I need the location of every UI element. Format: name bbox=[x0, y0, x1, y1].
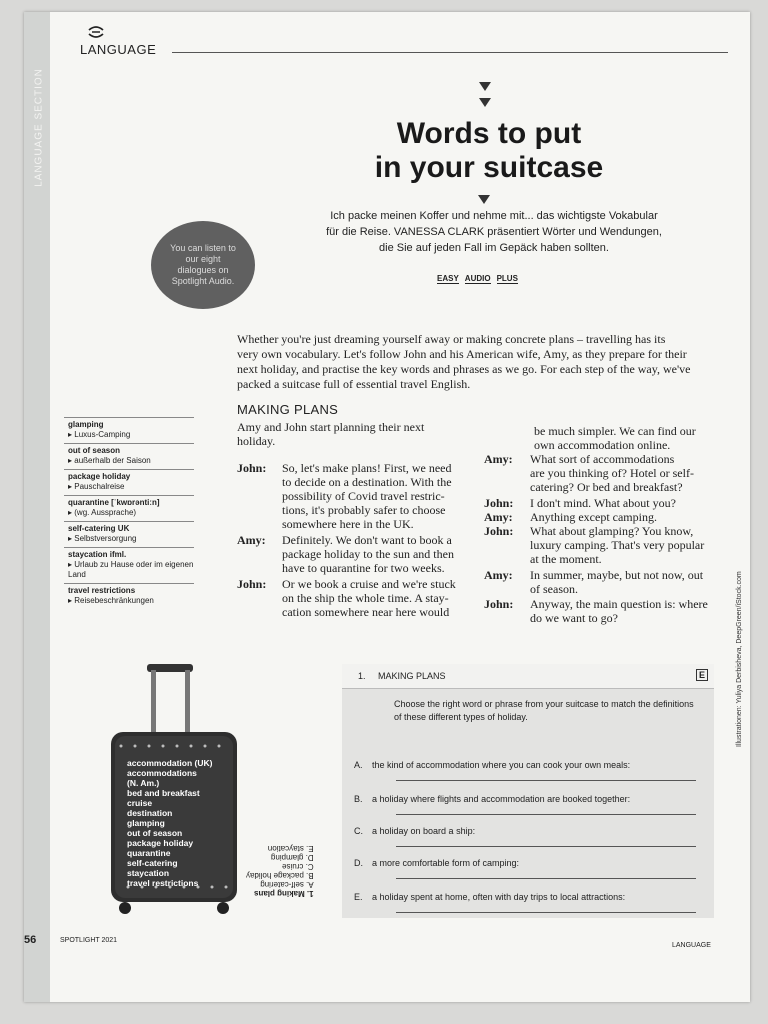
exercise-question: E. a holiday spent at home, often with day trips to local attractions: bbox=[354, 892, 714, 902]
speaker-john: John: bbox=[484, 597, 514, 611]
speaker-john: John: bbox=[237, 461, 267, 475]
speaker-amy: Amy: bbox=[237, 533, 266, 547]
glossary-item: staycation ifml. ▸ Urlaub zu Hause oder im eigenen Land bbox=[64, 547, 194, 583]
exercise-instruction: Choose the right word or phrase from your suitcase to match the definitions of these different types of holiday. bbox=[394, 699, 694, 722]
exercise-question: D. a more comfortable form of camping: bbox=[354, 858, 714, 868]
triangle-marker-icon bbox=[479, 98, 491, 107]
english-intro: Whether you're just dreaming yourself away or making concrete plans – travelling has its very own vocabulary. Let's follow John and his American wife, Amy, as they prepare for their next holiday, and practise the key words and phrases as we go. For each step of the way, we've packed a suitcase full of essential travel English. bbox=[237, 332, 691, 391]
suitcase-word: glamping bbox=[127, 818, 165, 828]
suitcase-word: bed and breakfast bbox=[127, 788, 200, 798]
answer-key: 1. Making plans A. self-catering B. package holiday C. cruise D. glamping E. staycation bbox=[246, 844, 314, 898]
suitcase-word: out of season bbox=[127, 828, 183, 838]
dialogue-line: In summer, maybe, but not now, out of season. bbox=[530, 568, 704, 596]
page-title: Words to put in your suitcase bbox=[374, 117, 604, 184]
suitcase-word: accommodations bbox=[127, 768, 197, 778]
answer-line[interactable] bbox=[396, 912, 696, 913]
dialogue-line: So, let's make plans! First, we need to decide on a destination. With the possibility of Covid travel restric- tions, it's probably safer to choose somewhere here in the UK. bbox=[282, 461, 452, 531]
footer-section: LANGUAGE bbox=[672, 942, 711, 949]
answer-line[interactable] bbox=[396, 846, 696, 847]
exercise-box bbox=[342, 664, 714, 918]
spotlight-logo-icon bbox=[87, 24, 105, 40]
exercise-title: MAKING PLANS bbox=[378, 671, 446, 681]
suitcase-word: cruise bbox=[127, 798, 153, 808]
glossary-item: travel restrictions ▸ Reisebeschränkungen bbox=[64, 583, 194, 609]
audio-circle: You can listen to our eight dialogues on Spotlight Audio. bbox=[151, 221, 255, 309]
speaker-john: John: bbox=[237, 577, 267, 591]
illustration-credit: Illustrationen: Yuliya Derbisheva, DeepGreen/iStock.com bbox=[736, 571, 743, 747]
suitcase-word: self-catering bbox=[127, 858, 178, 868]
triangle-marker-icon bbox=[479, 82, 491, 91]
dialogue-line: I don't mind. What about you? bbox=[530, 496, 676, 510]
glossary-item: out of season ▸ außerhalb der Saison bbox=[64, 443, 194, 469]
dialogue-lead: Amy and John start planning their next holiday. bbox=[237, 420, 425, 448]
dialogue-line: Definitely. We don't want to book a package holiday to the sun and then have to quarantine for two weeks. bbox=[282, 533, 454, 575]
dialogue-line: What sort of accommodations are you thinking of? Hotel or self- catering? Or bed and breakfast? bbox=[530, 452, 694, 494]
speaker-amy: Amy: bbox=[484, 510, 513, 524]
suitcase-word: quarantine bbox=[127, 848, 171, 858]
making-plans-heading: MAKING PLANS bbox=[237, 402, 339, 417]
glossary-item: package holiday ▸ Pauschalreise bbox=[64, 469, 194, 495]
level-badges: EASY AUDIO PLUS bbox=[437, 274, 518, 283]
glossary bbox=[64, 417, 194, 609]
dialogue-line: Or we book a cruise and we're stuck on the ship the whole time. A stay- cation somewhere near here would bbox=[282, 577, 456, 619]
section-spine bbox=[24, 12, 50, 1002]
suitcase-word: package holiday bbox=[127, 838, 194, 848]
exercise-question: A. the kind of accommodation where you can cook your own meals: bbox=[354, 760, 714, 770]
footer-magazine: SPOTLIGHT 2021 bbox=[60, 937, 118, 944]
speaker-john: John: bbox=[484, 496, 514, 510]
exercise-header bbox=[342, 664, 714, 689]
answer-line[interactable] bbox=[396, 814, 696, 815]
suitcase-word: destination bbox=[127, 808, 173, 818]
dialogue-line: What about glamping? You know, luxury camping. That's very popular at the moment. bbox=[530, 524, 705, 566]
glossary-item: glamping ▸ Luxus-Camping bbox=[64, 417, 194, 443]
speaker-john: John: bbox=[484, 524, 514, 538]
exercise-question: C. a holiday on board a ship: bbox=[354, 826, 714, 836]
dialogue-continuation: be much simpler. We can find our own accommodation online. bbox=[534, 424, 696, 452]
speaker-amy: Amy: bbox=[484, 568, 513, 582]
dialogue-line: Anyway, the main question is: where do we want to go? bbox=[530, 597, 708, 625]
suitcase-word: travel restrictions bbox=[127, 878, 199, 888]
suitcase-word: (N. Am.) bbox=[127, 778, 160, 788]
glossary-item: self-catering UK ▸ Selbstversorgung bbox=[64, 521, 194, 547]
level-badge: E bbox=[696, 669, 708, 681]
suitcase-word: staycation bbox=[127, 868, 170, 878]
magazine-page bbox=[24, 12, 750, 1002]
page-number: 56 bbox=[24, 934, 37, 946]
section-header: LANGUAGE bbox=[80, 42, 157, 57]
german-intro: Ich packe meinen Koffer und nehme mit... das wichtigste Vokabular für die Reise. VANESSA CLARK präsentiert Wörter und Wendungen, die Sie auf jeden Fall im Gepäck haben sollten. bbox=[326, 210, 662, 254]
spine-label: LANGUAGE SECTION bbox=[33, 68, 45, 187]
exercise-question: B. a holiday where flights and accommodation are booked together: bbox=[354, 794, 714, 804]
answer-line[interactable] bbox=[396, 780, 696, 781]
answer-line[interactable] bbox=[396, 878, 696, 879]
speaker-amy: Amy: bbox=[484, 452, 513, 466]
exercise-number: 1. bbox=[358, 671, 366, 681]
glossary-item: quarantine [ˈkwɒrəntiːn] ▸ (wg. Aussprache) bbox=[64, 495, 194, 521]
triangle-marker-icon bbox=[478, 195, 490, 204]
dialogue-line: Anything except camping. bbox=[530, 510, 657, 524]
header-rule bbox=[172, 52, 728, 53]
suitcase-illustration bbox=[107, 662, 247, 922]
suitcase-word: accommodation (UK) bbox=[127, 758, 213, 768]
